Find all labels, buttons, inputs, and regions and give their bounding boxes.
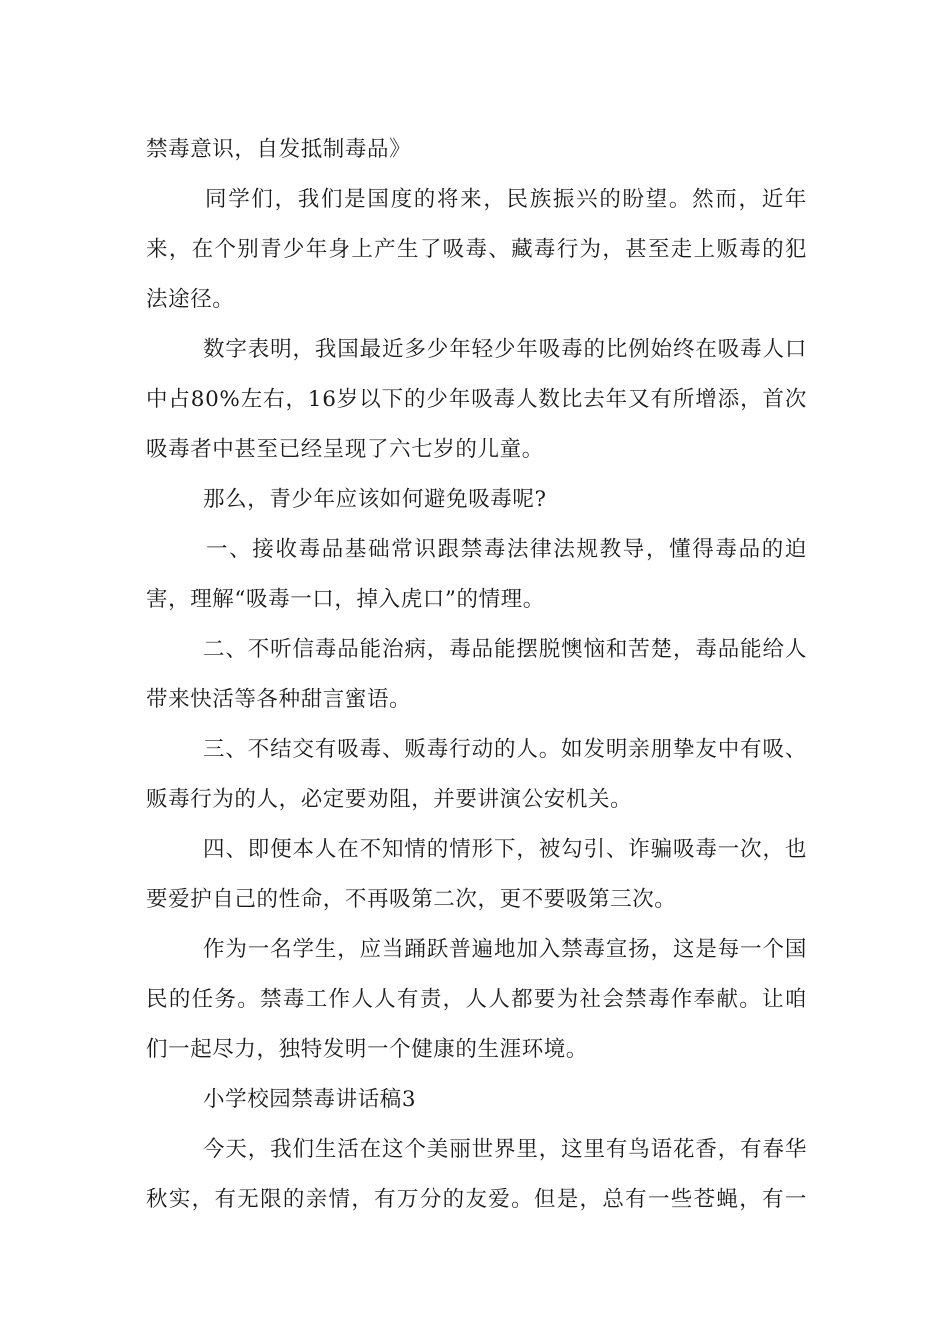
paragraph-line: 同学们，我们是国度的将来，民族振兴的盼望。然而，近年	[205, 187, 807, 212]
paragraph-line: 们一起尽力，独特发明一个健康的生涯环境。	[146, 1037, 589, 1062]
paragraph-line: 民的任务。禁毒工作人人有责，人人都要为社会禁毒作奉献。让咱	[146, 987, 807, 1012]
paragraph-line: 一、接收毒品基础常识跟禁毒法律法规教导，懂得毒品的迫	[206, 537, 807, 562]
paragraph-line: 作为一名学生，应当踊跃普遍地加入禁毒宣扬，这是每一个国	[203, 937, 807, 962]
paragraph-line: 今天，我们生活在这个美丽世界里，这里有鸟语花香，有春华	[203, 1137, 807, 1162]
paragraph-line: 四、即便本人在不知情的情形下，被勾引、诈骗吸毒一次，也	[203, 837, 807, 862]
paragraph-line: 法途径。	[146, 287, 235, 312]
paragraph-line: 三、不结交有吸毒、贩毒行动的人。如发明亲朋挚友中有吸、	[203, 737, 807, 762]
paragraph-line: 秋实，有无限的亲情，有万分的友爱。但是，总有一些苍蝇，有一	[146, 1187, 807, 1212]
paragraph-line: 中占80%左右，16岁以下的少年吸毒人数比去年又有所增添，首次	[146, 387, 807, 412]
paragraph-line: 要爱护自己的性命，不再吸第二次，更不要吸第三次。	[146, 887, 677, 912]
section-heading: 小学校园禁毒讲话稿3	[203, 1087, 417, 1112]
paragraph-line: 来，在个别青少年身上产生了吸毒、藏毒行为，甚至走上贩毒的犯	[146, 237, 807, 262]
paragraph-line: 吸毒者中甚至已经呈现了六七岁的儿童。	[146, 437, 544, 462]
paragraph-line: 数字表明，我国最近多少年轻少年吸毒的比例始终在吸毒人口	[203, 337, 807, 362]
paragraph-line: 二、不听信毒品能治病，毒品能摆脱懊恼和苦楚，毒品能给人	[203, 637, 807, 662]
text-line: 禁毒意识，自发抵制毒品》	[146, 137, 412, 162]
paragraph-line: 害，理解“吸毒一口，掉入虎口”的情理。	[146, 587, 545, 612]
paragraph-line: 贩毒行为的人，必定要劝阻，并要讲演公安机关。	[146, 787, 633, 812]
paragraph-line: 那么，青少年应该如何避免吸毒呢?	[203, 487, 547, 512]
paragraph-line: 带来快活等各种甜言蜜语。	[146, 687, 412, 712]
